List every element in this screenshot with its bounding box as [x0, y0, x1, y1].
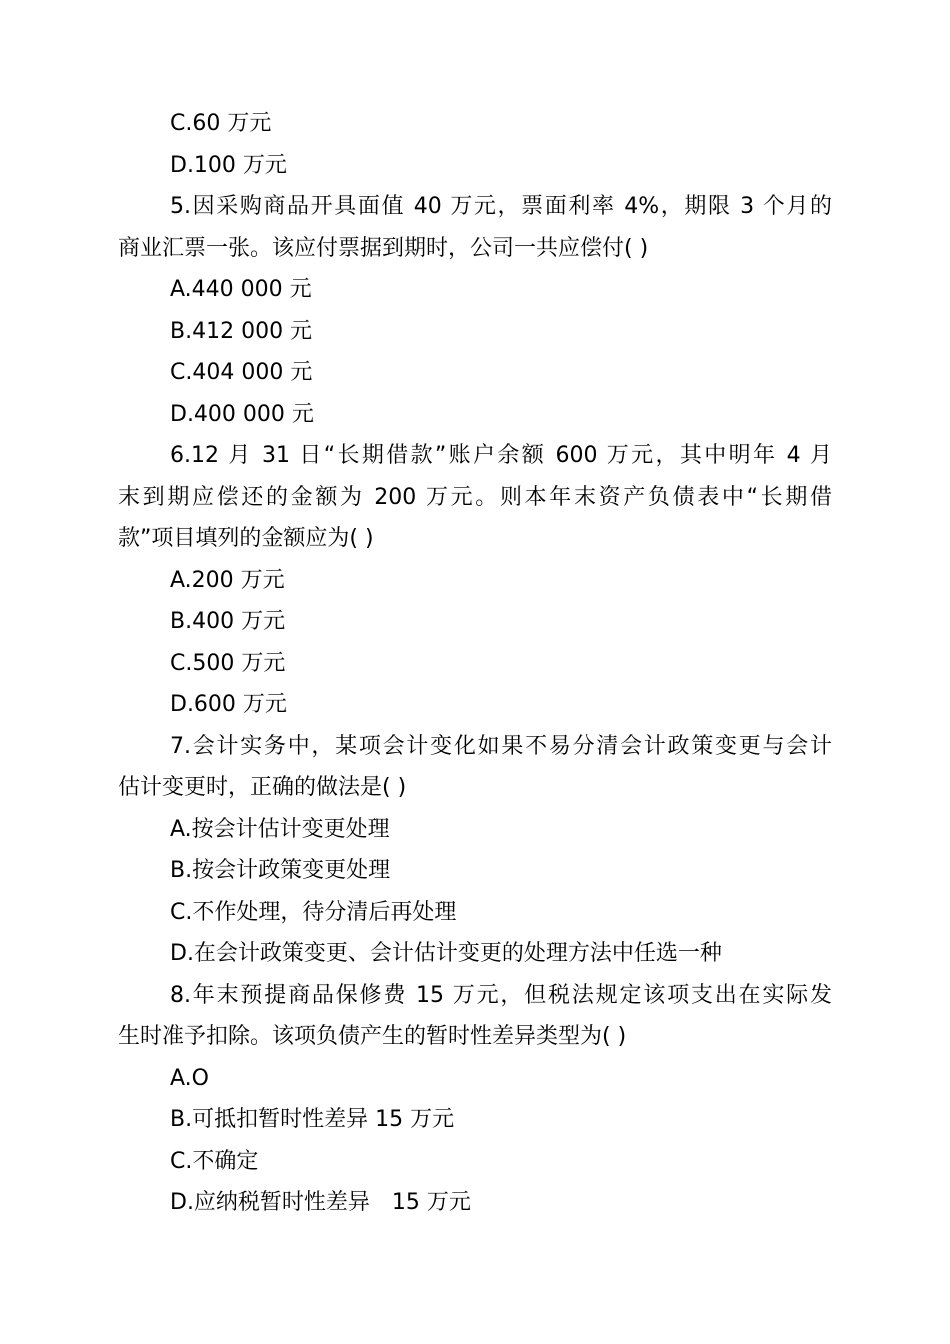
option-q6-b: B.400 万元 — [170, 609, 286, 634]
question-6-line-3: 款”项目填列的金额应为( ) — [118, 526, 374, 551]
option-q5-b: B.412 000 元 — [170, 318, 313, 344]
option-q5-d: D.400 000 元 — [170, 401, 314, 427]
option-q8-d: D.应纳税暂时性差异 15 万元 — [170, 1190, 471, 1215]
question-8-line-2: 生时准予扣除。该项负债产生的暂时性差异类型为( ) — [118, 1024, 627, 1049]
option-q6-d: D.600 万元 — [170, 692, 287, 717]
option-q7-a: A.按会计估计变更处理 — [170, 816, 390, 842]
option-q4-d: D.100 万元 — [170, 152, 287, 178]
option-q7-c: C.不作处理，待分清后再处理 — [170, 899, 457, 925]
question-6-line-2: 末到期应偿还的金额为 200 万元。则本年末资产负债表中“长期借 — [118, 484, 832, 510]
option-q7-b: B.按会计政策变更处理 — [170, 858, 391, 883]
option-q6-c: C.500 万元 — [170, 650, 286, 676]
option-q7-d: D.在会计政策变更、会计估计变更的处理方法中任选一种 — [170, 941, 722, 966]
question-8-line-1: 8.年末预提商品保修费 15 万元，但税法规定该项支出在实际发 — [170, 982, 832, 1008]
question-5-line-2: 商业汇票一张。该应付票据到期时，公司一共应偿付( ) — [118, 235, 649, 261]
option-q8-a: A.O — [170, 1065, 209, 1091]
option-q5-c: C.404 000 元 — [170, 360, 313, 385]
document-body — [118, 103, 832, 1224]
question-7-line-2: 估计变更时，正确的做法是( ) — [118, 775, 407, 800]
option-q8-b: B.可抵扣暂时性差异 15 万元 — [170, 1107, 455, 1132]
option-q4-c: C.60 万元 — [170, 111, 272, 136]
question-5-line-1: 5.因采购商品开具面值 40 万元，票面利率 4%，期限 3 个月的 — [170, 194, 832, 219]
option-q5-a: A.440 000 元 — [170, 277, 312, 302]
question-6-line-1: 6.12 月 31 日“长期借款”账户余额 600 万元，其中明年 4 月 — [170, 443, 832, 468]
option-q8-c: C.不确定 — [170, 1148, 259, 1174]
question-7-line-1: 7.会计实务中，某项会计变化如果不易分清会计政策变更与会计 — [170, 733, 832, 759]
option-q6-a: A.200 万元 — [170, 567, 285, 593]
